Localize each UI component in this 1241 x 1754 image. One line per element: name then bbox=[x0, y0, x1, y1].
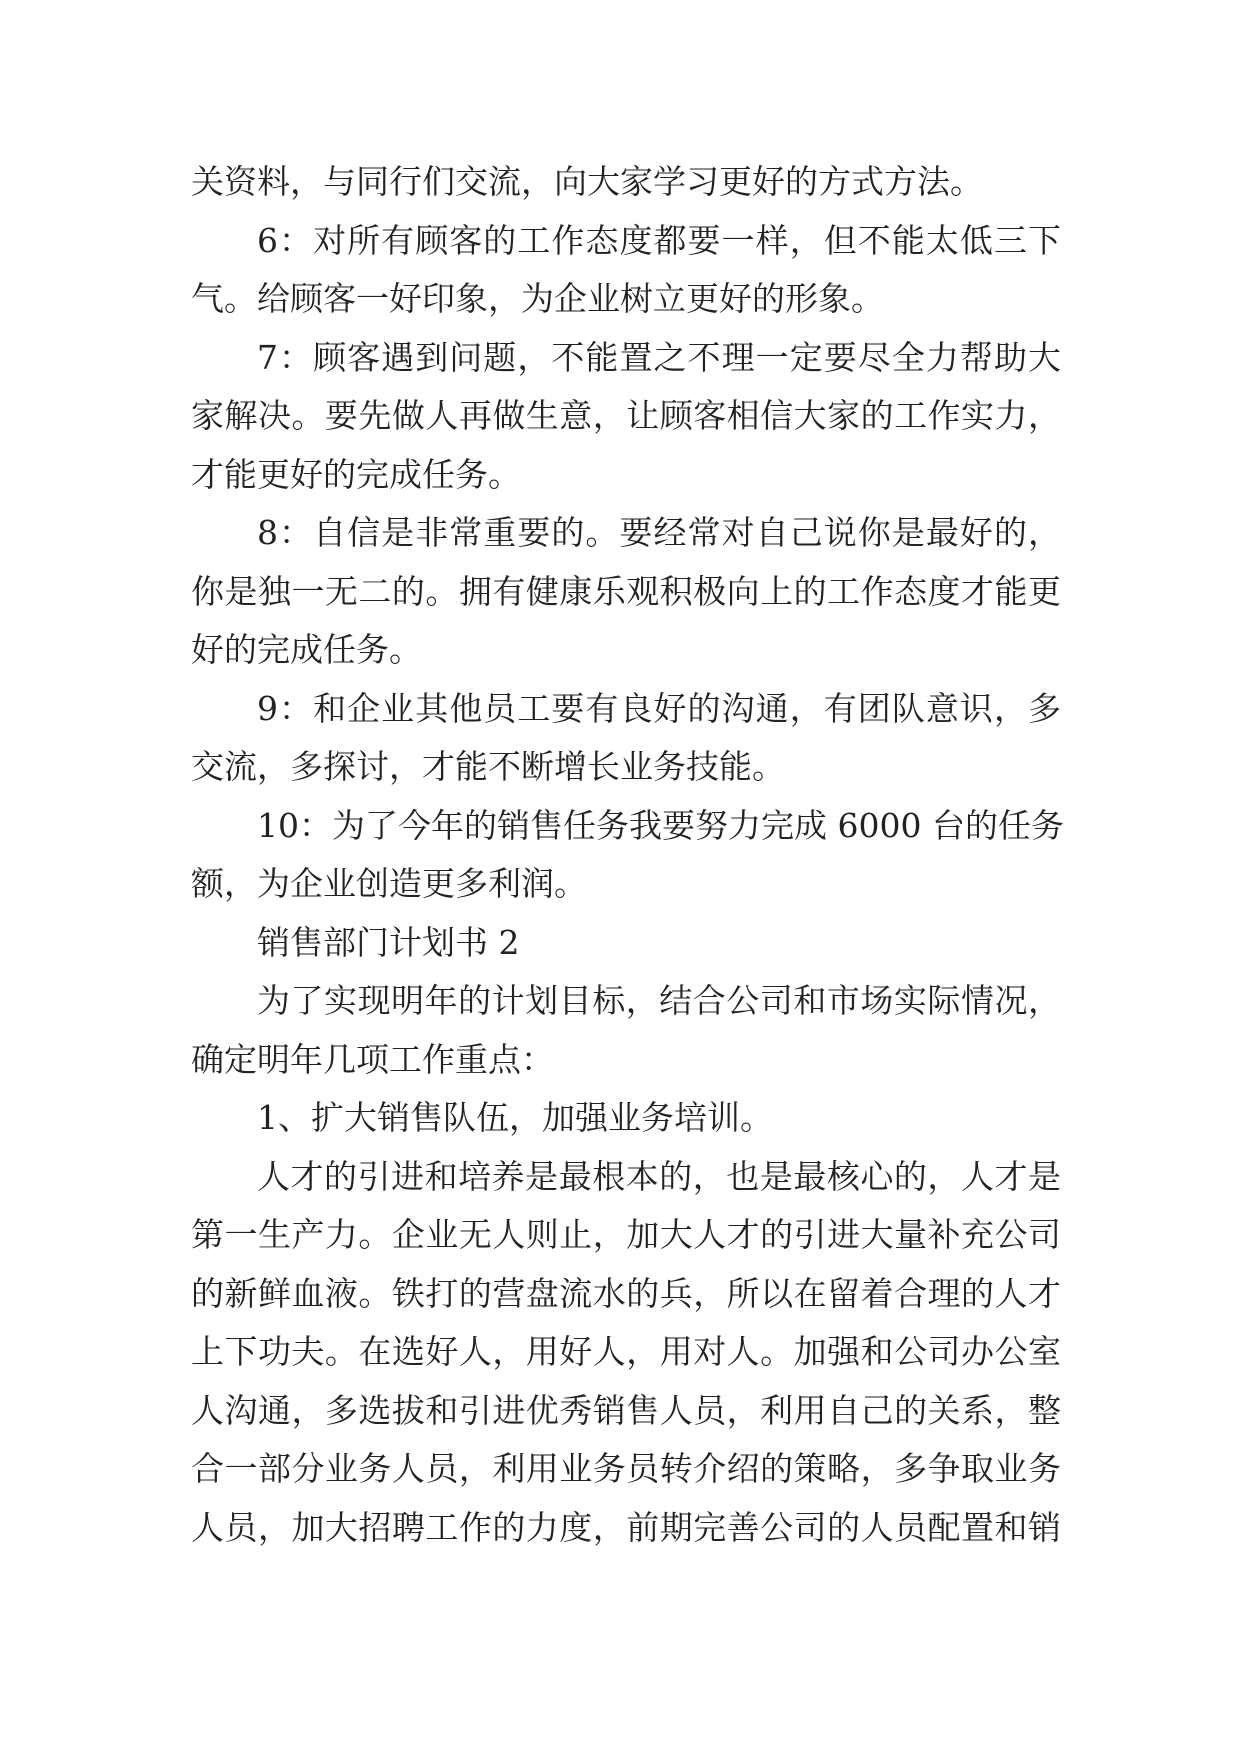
text-line: 家解决。要先做人再做生意，让顾客相信大家的工作实力， bbox=[191, 396, 1061, 435]
text-line: 人才的引进和培养是最根本的，也是最核心的，人才是 bbox=[257, 1156, 1061, 1196]
text-line: 6：对所有顾客的工作态度都要一样，但不能太低三下 bbox=[257, 220, 1061, 260]
text-line: 气。给顾客一好印象，为企业树立更好的形象。 bbox=[191, 279, 884, 318]
text-line: 8：自信是非常重要的。要经常对自己说你是最好的， bbox=[257, 513, 1061, 552]
text-line: 9：和企业其他员工要有良好的沟通，有团队意识，多 bbox=[257, 688, 1061, 728]
text-line: 交流，多探讨，才能不断增长业务技能。 bbox=[191, 747, 785, 786]
text-line: 确定明年几项工作重点： bbox=[191, 1039, 554, 1079]
document-body bbox=[191, 153, 1064, 1557]
text-line: 1、扩大销售队伍，加强业务培训。 bbox=[257, 1098, 773, 1137]
text-line: 好的完成任务。 bbox=[191, 630, 422, 669]
text-line: 合一部分业务人员，利用业务员转介绍的策略，多争取业务 bbox=[191, 1449, 1061, 1488]
text-line: 才能更好的完成任务。 bbox=[191, 454, 521, 494]
text-line: 人员，加大招聘工作的力度，前期完善公司的人员配置和销 bbox=[191, 1507, 1061, 1547]
text-line: 7：顾客遇到问题，不能置之不理一定要尽全力帮助大 bbox=[257, 337, 1061, 377]
text-line: 10：为了今年的销售任务我要努力完成 6000 台的任务 bbox=[257, 805, 1064, 845]
text-line: 你是独一无二的。拥有健康乐观积极向上的工作态度才能更 bbox=[191, 571, 1061, 611]
text-line: 关资料，与同行们交流，向大家学习更好的方式方法。 bbox=[191, 162, 983, 201]
text-line: 上下功夫。在选好人，用好人，用对人。加强和公司办公室 bbox=[191, 1332, 1061, 1371]
text-line: 额，为企业创造更多利润。 bbox=[191, 864, 587, 903]
text-line: 的新鲜血液。铁打的营盘流水的兵，所以在留着合理的人才 bbox=[191, 1273, 1061, 1313]
text-line: 为了实现明年的计划目标，结合公司和市场实际情况， bbox=[257, 981, 1061, 1020]
section-heading: 销售部门计划书 2 bbox=[257, 922, 520, 962]
text-line: 人沟通，多选拔和引进优秀销售人员，利用自己的关系，整 bbox=[191, 1390, 1061, 1430]
text-line: 第一生产力。企业无人则止，加大人才的引进大量补充公司 bbox=[191, 1215, 1061, 1254]
